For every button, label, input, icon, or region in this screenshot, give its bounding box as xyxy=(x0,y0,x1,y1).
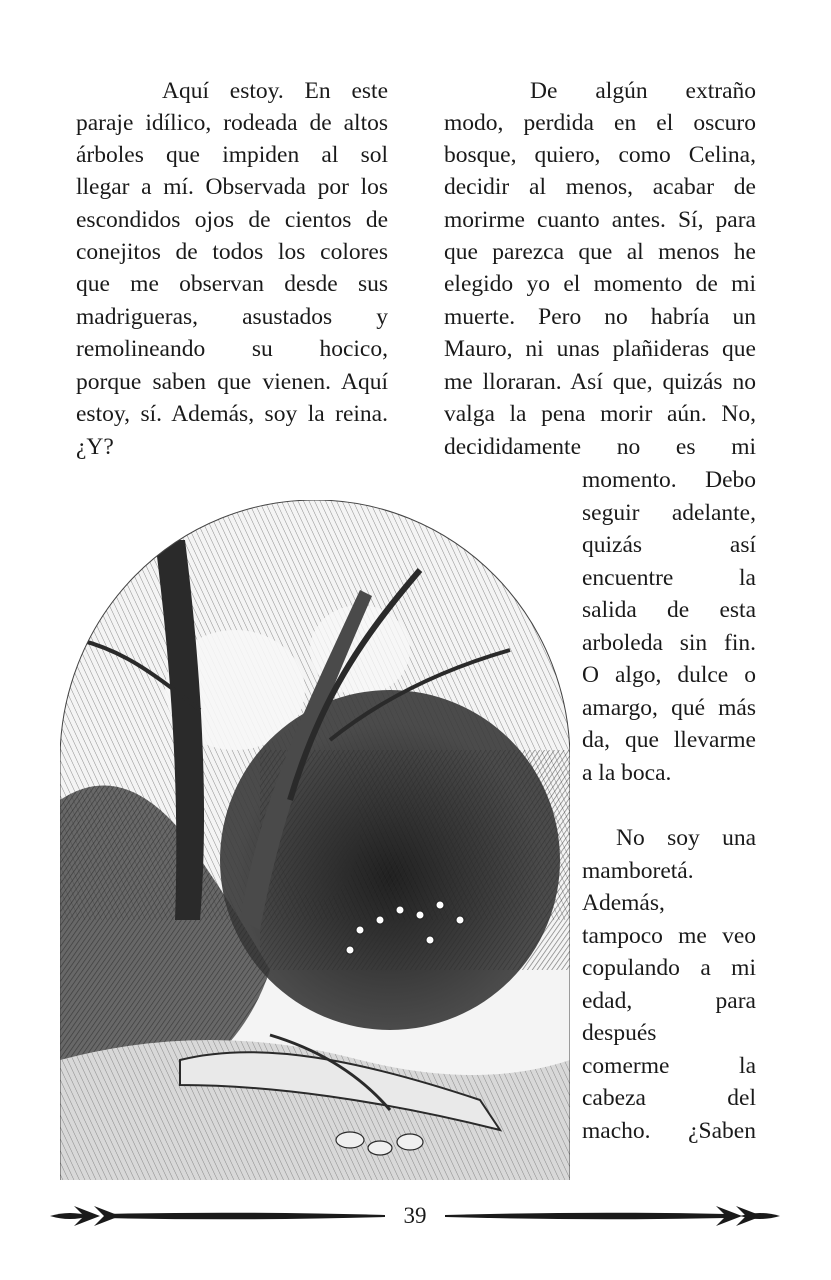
text-line: copulando a mi xyxy=(582,955,756,981)
text-line: Aquí estoy. En este xyxy=(162,78,388,104)
text-line: a la boca. xyxy=(582,760,672,786)
text-line: después xyxy=(582,1020,657,1046)
text-line: estoy, sí. Además, soy la reina. xyxy=(76,401,388,427)
text-line: escondidos ojos de cientos de xyxy=(76,207,388,233)
text-line: O algo, dulce o xyxy=(582,662,756,688)
text-line: tampoco me veo xyxy=(582,923,756,949)
right-arrow-ornament xyxy=(445,1206,780,1226)
text-line: salida de esta xyxy=(582,597,756,623)
text-line: Mauro, ni unas plañideras que xyxy=(444,336,756,362)
text-line: paraje idílico, rodeada de altos xyxy=(76,110,388,136)
text-line: decididamente no es mi xyxy=(444,434,756,460)
text-line: quizás así xyxy=(582,532,756,558)
text-line: momento. Debo xyxy=(582,467,756,493)
text-line: Además, xyxy=(582,890,665,916)
text-line: da, que llevarme xyxy=(582,727,756,753)
text-line: me lloraran. Así que, quizás no xyxy=(444,369,756,395)
text-line: De algún extraño xyxy=(530,78,756,104)
text-line: madrigueras, asustados y xyxy=(76,304,388,330)
text-line: modo, perdida en el oscuro xyxy=(444,110,756,136)
text-line: muerte. Pero no habría un xyxy=(444,304,756,330)
text-line: árboles que impiden al sol xyxy=(76,142,388,168)
text-line: bosque, quiero, como Celina, xyxy=(444,142,756,168)
text-line: No soy una xyxy=(616,825,756,851)
left-arrow-ornament xyxy=(50,1206,385,1226)
text-line: edad, para xyxy=(582,988,756,1014)
text-line: que me observan desde sus xyxy=(76,271,388,297)
text-line: que parezca que al menos he xyxy=(444,239,756,265)
text-line: cabeza del xyxy=(582,1085,756,1111)
text-line: remolineando su hocico, xyxy=(76,336,388,362)
text-line: porque saben que vienen. Aquí xyxy=(76,369,388,395)
forest-engraving xyxy=(60,500,570,1180)
text-line: llegar a mí. Observada por los xyxy=(76,174,388,200)
text-line: conejitos de todos los colores xyxy=(76,239,388,265)
text-line: macho. ¿Saben xyxy=(582,1118,756,1144)
text-line: ¿Y? xyxy=(76,434,114,460)
text-line: decidir al menos, acabar de xyxy=(444,174,756,200)
text-line: encuentre la xyxy=(582,565,756,591)
text-line: mamboretá. xyxy=(582,858,694,884)
text-line: amargo, qué más xyxy=(582,695,756,721)
page-number: 39 xyxy=(403,1203,427,1228)
text-line: seguir adelante, xyxy=(582,500,756,526)
text-line: elegido yo el momento de mi xyxy=(444,271,756,297)
text-line: comerme la xyxy=(582,1053,756,1079)
text-line: morirme cuanto antes. Sí, para xyxy=(444,207,756,233)
text-line: arboleda sin fin. xyxy=(582,630,756,656)
text-line: valga la pena morir aún. No, xyxy=(444,401,756,427)
